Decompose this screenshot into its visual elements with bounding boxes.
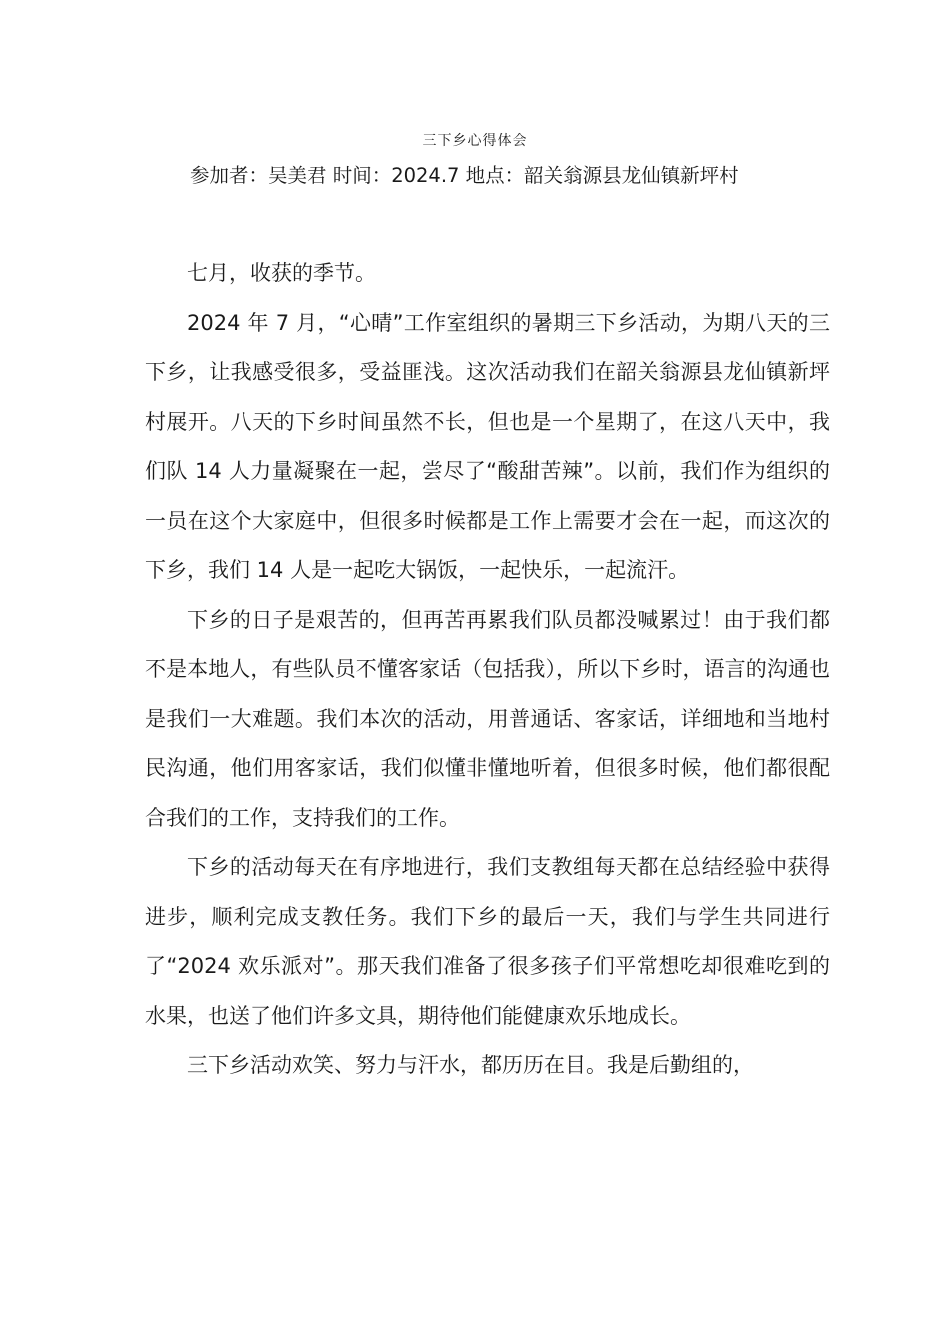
document-title: 三下乡心得体会 xyxy=(422,133,528,149)
paragraph-5: 三下乡活动欢笑、努力与汗水，都历历在目。我是后勤组的， xyxy=(187,1053,754,1077)
paragraph-3: 下乡的日子是艰苦的，但再苦再累我们队员都没喊累过！由于我们都不是本地人，有些队员不懂客家话（包括我），所以下乡时，语言的沟通也是我们一大难题。我们本次的活动，用普通话、客家话，详细地和当地村民沟通，他们用客家话，我们似懂非懂地听着，但很多时候，他们都很配合我们的工作，支持我们的工作。 xyxy=(145,607,830,830)
paragraph-4: 下乡的活动每天在有序地进行，我们支教组每天都在总结经验中获得进步，顺利完成支教任务。我们下乡的最后一天，我们与学生共同进行了“2024 欢乐派对”。那天我们准备了很多孩子们平常想吃却很难吃到的水果，也送了他们许多文具，期待他们能健康欢乐地成长。 xyxy=(145,855,830,1028)
participant-time-location: 参加者：吴美君 时间：2024.7 地点：韶关翁源县龙仙镇新坪村 xyxy=(190,164,739,187)
paragraph-2: 2024 年 7 月，“心晴”工作室组织的暑期三下乡活动，为期八天的三下乡，让我感受很多，受益匪浅。这次活动我们在韶关翁源县龙仙镇新坪村展开。八天的下乡时间虽然不长，但也是一个星期了，在这八天中，我们队 14 人力量凝聚在一起，尝尽了“酸甜苦辣”。以前，我们作为组织的一员在这个大家庭中，但很多时候都是工作上需要才会在一起，而这次的下乡，我们 14 人是一起吃大锅饭，一起快乐，一起流汗。 xyxy=(145,310,830,582)
paragraph-1: 七月，收获的季节。 xyxy=(187,261,376,285)
document-body xyxy=(145,249,830,1091)
